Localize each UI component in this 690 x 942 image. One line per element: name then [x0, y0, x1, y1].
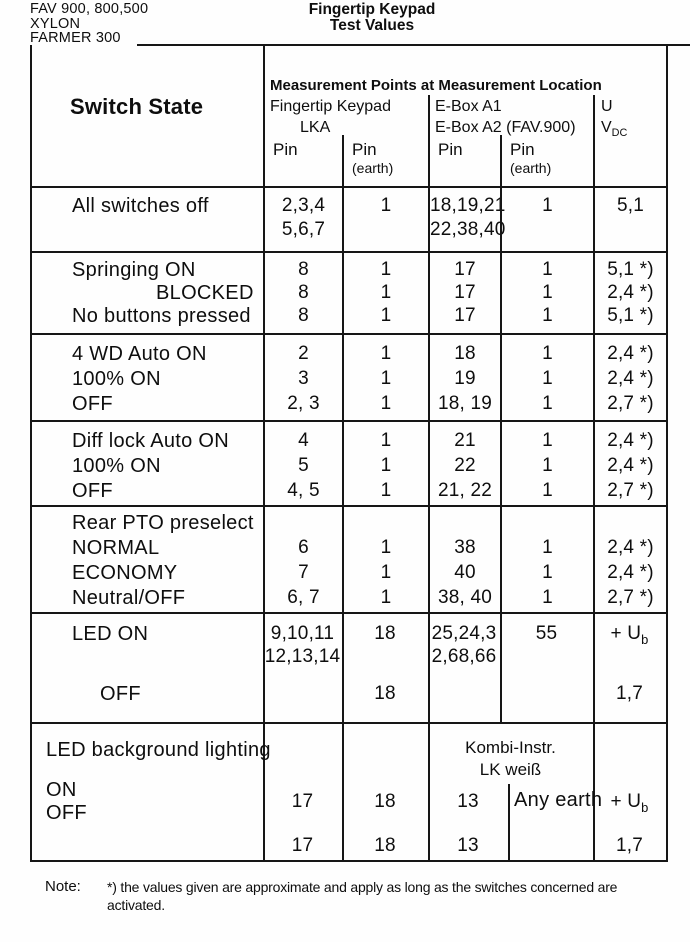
page-title-line: Fingertip Keypad — [308, 1, 436, 18]
section-led — [32, 612, 666, 722]
column-divider-partial — [508, 784, 510, 862]
voltage-value: 5,1 — [616, 195, 644, 216]
lka-pin-cell — [263, 188, 342, 251]
voltage-value: 2,4 *) — [607, 562, 654, 583]
row-label: BLOCKED — [156, 282, 254, 304]
pin-value: 21, 22 — [437, 480, 493, 501]
pin-value: 8 — [298, 259, 309, 280]
pin-value: 1 — [542, 343, 553, 364]
switch-state-cell — [32, 253, 263, 333]
pin-value: 1 — [542, 195, 553, 216]
pin-value: 13 — [457, 791, 479, 812]
ebox-column-header-line2: E-Box A2 (FAV.900) — [435, 119, 576, 136]
ebox-earth-cell — [500, 253, 593, 333]
pin-value: 38 — [454, 537, 476, 558]
pin-value: 22 — [454, 455, 476, 476]
model-line: FARMER 300 — [30, 30, 121, 46]
switch-state-cell — [32, 335, 263, 420]
pin-value: 1 — [380, 368, 392, 389]
voltage-value: 5,1 *) — [607, 259, 654, 280]
pin-value: 8 — [298, 305, 309, 326]
u-vdc-cell — [593, 422, 666, 505]
ebox-pin-cell — [428, 253, 500, 333]
note-label: Note: — [45, 878, 81, 895]
u-vdc-cell — [593, 188, 666, 251]
model-line: FAV 900, 800,500 — [30, 1, 149, 17]
lka-pin-header: Pin — [273, 140, 298, 159]
u-vdc-cell — [593, 253, 666, 333]
section-springing — [32, 251, 666, 333]
row-label: LED background lighting — [46, 739, 271, 761]
section-led-background — [32, 722, 666, 862]
pin-value: 1 — [380, 343, 392, 364]
pin-value: 17 — [454, 282, 476, 303]
switch-state-cell — [32, 422, 263, 505]
pin-value: 3 — [298, 368, 309, 389]
voltage-value: 5,1 *) — [607, 305, 654, 326]
lka-pin-earth-header: Pin (earth) — [352, 140, 394, 176]
pin-value: 1 — [380, 393, 392, 414]
pin-value: 5,6,7 — [281, 219, 326, 240]
pin-value: 1 — [380, 195, 392, 216]
row-label: ON — [46, 779, 77, 801]
table-header-row — [32, 45, 666, 186]
row-label: OFF — [100, 683, 141, 705]
section-4wd — [32, 333, 666, 420]
switch-state-header: Switch State — [70, 94, 204, 119]
lka-earth-cell — [342, 507, 428, 612]
section-all-switches-off — [32, 186, 666, 251]
kombi-instrument-caption: Kombi-Instr. LK weiß — [465, 738, 556, 779]
pin-value: 1 — [380, 430, 392, 451]
ebox-earth-cell — [500, 422, 593, 505]
voltage-value: 2,4 *) — [607, 282, 654, 303]
row-label: No buttons pressed — [72, 305, 251, 327]
pin-value: 6, 7 — [287, 587, 320, 608]
switch-state-cell — [32, 507, 263, 612]
ebox-pin-cell — [428, 335, 500, 420]
pin-value: 18 — [374, 623, 396, 644]
pin-value: 18,19,21 — [430, 195, 506, 216]
ebox-pin-cell — [428, 507, 500, 612]
pin-value — [502, 512, 593, 537]
pin-value: 19 — [454, 368, 476, 389]
pin-value: 2 — [298, 343, 309, 364]
row-label: All switches off — [72, 195, 209, 217]
pin-value — [265, 512, 342, 537]
column-divider — [263, 45, 265, 186]
voltage-value: 1,7 — [615, 835, 643, 856]
ebox-column-header-line1: E-Box A1 — [435, 98, 502, 115]
lka-pin-cell — [263, 422, 342, 505]
note-text: *) the values given are approximate and apply as long as the switches concerned are activated. — [107, 879, 618, 913]
page-title-line: Test Values — [329, 17, 415, 34]
page-title — [232, 2, 512, 34]
row-label: OFF — [72, 393, 113, 415]
pin-value: 4, 5 — [287, 480, 320, 501]
ub-subscript: b — [641, 631, 649, 647]
pin-value: 5 — [298, 455, 309, 476]
keypad-column-header: Fingertip Keypad — [270, 98, 391, 115]
pin-value: 1 — [380, 305, 392, 326]
pin-value: 25,24,3 — [431, 623, 497, 644]
ebox-earth-cell — [500, 335, 593, 420]
row-label: 100% ON — [72, 368, 161, 390]
voltage-value: 2,4 *) — [607, 368, 654, 389]
pin-value: 17 — [454, 259, 476, 280]
pin-value: 1 — [542, 562, 553, 583]
row-label: OFF — [72, 480, 113, 502]
ebox-earth-cell — [500, 507, 593, 612]
column-divider — [342, 135, 344, 186]
ebox-pin-earth-header: Pin (earth) — [510, 140, 552, 176]
voltage-value: 2,7 *) — [607, 587, 654, 608]
ebox-pin-cell — [428, 188, 506, 251]
pin-value: 1 — [542, 455, 553, 476]
switch-state-cell — [32, 188, 263, 251]
row-label: Diff lock Auto ON — [72, 430, 230, 452]
pin-value: 1 — [380, 587, 392, 608]
column-divider — [428, 95, 430, 186]
pin-value: 1 — [542, 368, 553, 389]
pin-value — [430, 512, 500, 537]
ub-subscript: b — [641, 799, 649, 815]
pin-value: 17 — [291, 835, 314, 856]
pin-value: 17 — [291, 791, 314, 812]
pin-value — [344, 512, 428, 537]
voltage-value: 2,7 *) — [607, 393, 654, 414]
pin-value: 1 — [542, 305, 553, 326]
lka-earth-cell — [342, 335, 428, 420]
ebox-pin-header: Pin — [438, 140, 463, 159]
voltage-value: 2,4 *) — [607, 537, 654, 558]
u-vdc-cell — [593, 507, 666, 612]
pin-value: 18 — [374, 835, 396, 856]
pin-value: 2,68,66 — [431, 646, 497, 667]
row-label: ECONOMY — [72, 562, 178, 584]
pin-value: 1 — [542, 393, 553, 414]
pin-value: 7 — [298, 562, 309, 583]
u-vdc-cell — [593, 335, 666, 420]
row-label: 4 WD Auto ON — [72, 343, 207, 365]
column-divider — [500, 135, 502, 186]
lka-pin-cell — [263, 253, 342, 333]
pin-value: 2, 3 — [287, 393, 320, 414]
pin-value: 17 — [454, 305, 476, 326]
lka-earth-cell — [342, 253, 428, 333]
voltage-value — [595, 512, 666, 537]
pin-value: 2,3,4 — [281, 195, 326, 216]
pin-value: 1 — [542, 430, 553, 451]
pin-value: 1 — [542, 480, 553, 501]
row-label: Neutral/OFF — [72, 587, 186, 609]
section-diff-lock — [32, 420, 666, 505]
pin-value: 38, 40 — [437, 587, 493, 608]
model-line: XYLON — [30, 15, 81, 32]
row-label: Springing ON — [72, 259, 196, 281]
pin-value: 1 — [380, 455, 392, 476]
row-label: OFF — [46, 802, 87, 824]
row-label: NORMAL — [72, 537, 160, 559]
pin-value: 1 — [380, 562, 392, 583]
pin-value: 55 — [535, 623, 558, 644]
pin-value: 1 — [380, 282, 392, 303]
lka-pin-cell — [263, 335, 342, 420]
pin-value: 1 — [542, 259, 553, 280]
pin-value: 18 — [454, 343, 476, 364]
pin-value: 6 — [298, 537, 309, 558]
pin-value: 12,13,14 — [264, 646, 341, 667]
pin-value: 8 — [298, 282, 309, 303]
ebox-pin-cell — [428, 422, 500, 505]
lka-earth-cell — [342, 188, 428, 251]
pin-value: 18, 19 — [437, 393, 493, 414]
pin-value: 21 — [454, 430, 476, 451]
column-divider — [593, 95, 595, 186]
model-list — [30, 2, 148, 46]
row-label: LED ON — [72, 623, 149, 645]
row-label: 100% ON — [72, 455, 161, 477]
pin-value: 40 — [454, 562, 476, 583]
voltage-value: 2,4 *) — [607, 343, 654, 364]
voltage-value: 1,7 — [615, 683, 643, 704]
lka-pin-cell — [263, 507, 342, 612]
any-earth-value: Any earth — [514, 789, 603, 811]
voltage-value: 2,7 *) — [607, 480, 654, 501]
lka-earth-cell — [342, 422, 428, 505]
pin-value: 9,10,11 — [270, 623, 335, 644]
keypad-column-subheader: LKA — [300, 119, 331, 136]
voltage-value: 2,4 *) — [607, 455, 654, 476]
section-rear-pto — [32, 505, 666, 612]
pin-value: 1 — [380, 537, 392, 558]
pin-value: 4 — [298, 430, 309, 451]
pin-value: 18 — [374, 791, 396, 812]
pin-value: 1 — [380, 480, 392, 501]
vdc-column-header: $V_{DC}$ — [601, 119, 628, 140]
vdc-subscript: DC — [611, 127, 628, 140]
pin-value: 1 — [542, 587, 553, 608]
pin-value: 22,38,40 — [430, 219, 506, 240]
pin-value: 1 — [542, 537, 553, 558]
row-label: Rear PTO preselect — [72, 512, 254, 534]
test-values-table — [30, 45, 668, 862]
u-column-header: U — [601, 98, 613, 115]
voltage-value: + $U_b$ — [610, 791, 649, 815]
ebox-earth-cell — [500, 188, 593, 251]
measurement-title: Measurement Points at Measurement Location — [270, 77, 602, 94]
pin-value: 1 — [542, 282, 553, 303]
pin-value: 18 — [374, 683, 396, 704]
pin-value: 1 — [380, 259, 392, 280]
pin-value: 13 — [457, 835, 479, 856]
voltage-value: + $U_b$ — [610, 623, 649, 647]
voltage-value: 2,4 *) — [607, 430, 654, 451]
